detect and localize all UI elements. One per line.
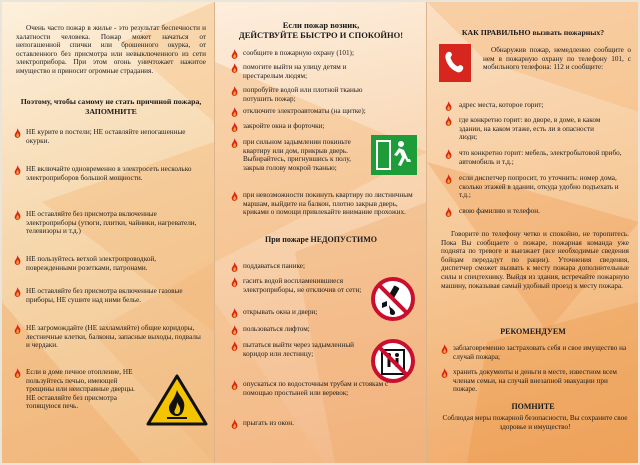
remember-text: Соблюдая меры пожарной безопасности, Вы сохраните свое здоровье и имущество!	[442, 414, 628, 431]
rule-item: НЕ включайте одновременно в электросеть несколько электроприборов большой мощности.	[26, 165, 192, 182]
flame-icon	[231, 277, 238, 287]
panel-prevention	[2, 2, 214, 463]
call-item: где конкретно горит: во дворе, в доме, в каком здании, на каком этаже, есть ли в опасности люди;	[459, 116, 601, 142]
action-item: при невозможности покинуть квартиру по листничным маршам, выйдите на балкон, плотно закрыв дверь, криками о помощи привлекайте внимание прохожих.	[243, 191, 413, 217]
flame-icon	[231, 308, 238, 318]
remember-heading: ПОМНИТЕ	[511, 402, 555, 411]
rule-item: НЕ загромождайте (НЕ захламляйте) общие коридоры, лестничные клетки, балконы, запасные выходы, подвалы и чердаки.	[26, 324, 201, 350]
forbidden-item: поддаваться панике;	[243, 262, 305, 270]
action-item: при сильном задымлении покиньте квартиру или дом, прикрыв дверь. Выбирайтесь, пригнувшись к полу, закрыв голову мокрой тканью;	[243, 138, 351, 172]
flame-icon	[231, 419, 238, 429]
flame-icon	[445, 101, 452, 111]
flame-icon	[14, 128, 21, 138]
call-item: свою фамилию и телефон.	[459, 207, 540, 215]
forbidden-item: пользоваться лифтом;	[243, 325, 310, 333]
calm-instructions: Говорите по телефону четко и спокойно, не торопитесь. Пока Вы сообщаете о пожаре, пожарная команда уже поднята по тревоге и выезжает (все необходимые сведения бойцам передадут по рации). Уточнения сведения, диспетчер сможет вызвать к месту пожара дополнительные силы и спецтехнику. Выйдя из здания, встречайте пожарную машину, показывая самый удобный проезд к месту пожара.	[441, 230, 629, 290]
flame-icon	[445, 174, 452, 184]
panel-calling	[426, 2, 638, 463]
forbidden-item: прыгать из окон.	[243, 419, 294, 427]
call-item: если диспетчер попросит, то уточнить: номер дома, сколько этажей в здании, откуда удобно подъехать и т.д.;	[459, 174, 619, 200]
emergency-exit-icon	[371, 135, 417, 175]
rule-item: Если в доме печное отопление, НЕ пользуйтесь печью, имеющей трещины или неисправные дверцы. НЕ оставляйте без присмотра топящуюся печь.	[26, 368, 135, 411]
flame-icon	[14, 210, 21, 220]
flame-icon	[231, 325, 238, 335]
forbidden-item: опускаться по водосточным трубам и стоякам с помощью простыней или веревок;	[243, 380, 389, 397]
action-heading-line1: Если пожар возник,	[282, 20, 360, 30]
flame-icon	[231, 380, 238, 390]
flame-icon	[231, 262, 238, 272]
action-item: закройте окна и форточки;	[243, 122, 325, 130]
recommend-item: заблаговременно застраховать себя и свое имущество на случай пожара;	[453, 344, 627, 361]
forbidden-item: пытаться выйти через задымленный коридор или лестницу;	[243, 341, 354, 358]
flame-icon	[14, 324, 21, 334]
forbidden-item: открывать окна и двери;	[243, 308, 318, 316]
flame-icon	[14, 255, 21, 265]
rule-item: НЕ оставляйте без присмотра включенные электроприборы (утюги, плитки, чайники, нагреватели, телевизоры и т.д.)	[26, 210, 197, 236]
flame-icon	[231, 63, 238, 73]
forbidden-heading: При пожаре НЕДОПУСТИМО	[265, 235, 377, 244]
rule-item: НЕ курите в постели; НЕ оставляйте непогашенные окурки.	[26, 128, 186, 145]
flame-icon	[441, 344, 448, 354]
rule-item: НЕ пользуйтесь ветхой электропроводкой, поврежденными розетками, патронами.	[26, 255, 157, 272]
rule-item: НЕ оставляйте без присмотра включенные газовые приборы, НЕ сушите над ними белье.	[26, 287, 183, 304]
action-item: попробуйте водой или плотной тканью потушить пожар;	[243, 86, 363, 103]
fire-safety-leaflet	[2, 2, 638, 463]
panel-actions	[214, 2, 427, 463]
recommend-heading: РЕКОМЕНДУЕМ	[500, 327, 566, 336]
action-item: сообщите в пожарную охрану (101);	[243, 49, 354, 57]
prevention-heading: Поэтому, чтобы самому не стать причиной пожара, ЗАПОМНИТЕ	[20, 97, 202, 116]
flammable-warning-icon	[146, 374, 208, 426]
action-heading-line2: ДЕЙСТВУЙТЕ БЫСТРО И СПОКОЙНО!	[238, 30, 404, 40]
flame-icon	[231, 341, 238, 351]
call-item: адрес места, которое горит;	[459, 101, 544, 109]
forbidden-item: гасить водой воспламенившиеся электроприборы, не отключив от сети;	[243, 277, 362, 294]
flame-icon	[231, 86, 238, 96]
flame-icon	[445, 149, 452, 159]
phone-icon	[439, 44, 471, 82]
flame-icon	[231, 49, 238, 59]
intro-text: Очень часто пожар в жилье - это результат беспечности и халатности человека. Пожар может начаться от непогашенной спички или брошенного окурка, от оставленного без присмотра или невыключенного из сети электроприбора. При этом огонь уничтожает нажитое имущество и приносит огромные страдания.	[16, 24, 206, 75]
flame-icon	[14, 368, 21, 378]
flame-icon	[231, 191, 238, 201]
recommend-item: хранить документы и деньги в месте, известном всем членам семьи, на случай внезапной эвакуации при пожаре.	[453, 368, 617, 394]
action-item: отключите электроавтоматы (на щитке);	[243, 107, 366, 115]
call-item: что конкретно горит: мебель, электробытовой прибо, автомобиль и т.д.;	[459, 149, 622, 166]
calling-heading: КАК ПРАВИЛЬНО вызвать пожарных?	[461, 28, 605, 37]
flame-icon	[445, 207, 452, 217]
call-instructions: Обнаружив пожар, немедленно сообщите о нем в пожарную охрану по телефону 101, с мобильного телефона: 112 и сообщите:	[483, 46, 631, 72]
flame-icon	[445, 116, 452, 126]
flame-icon	[231, 122, 238, 132]
no-elevator-icon	[371, 339, 415, 383]
flame-icon	[14, 287, 21, 297]
flame-icon	[441, 368, 448, 378]
flame-icon	[231, 107, 238, 117]
flame-icon	[14, 165, 21, 175]
action-item: помогите выйти на улицу детям и престарелым людям;	[243, 63, 347, 80]
flame-icon	[231, 138, 238, 148]
no-water-on-electrics-icon	[371, 277, 415, 321]
